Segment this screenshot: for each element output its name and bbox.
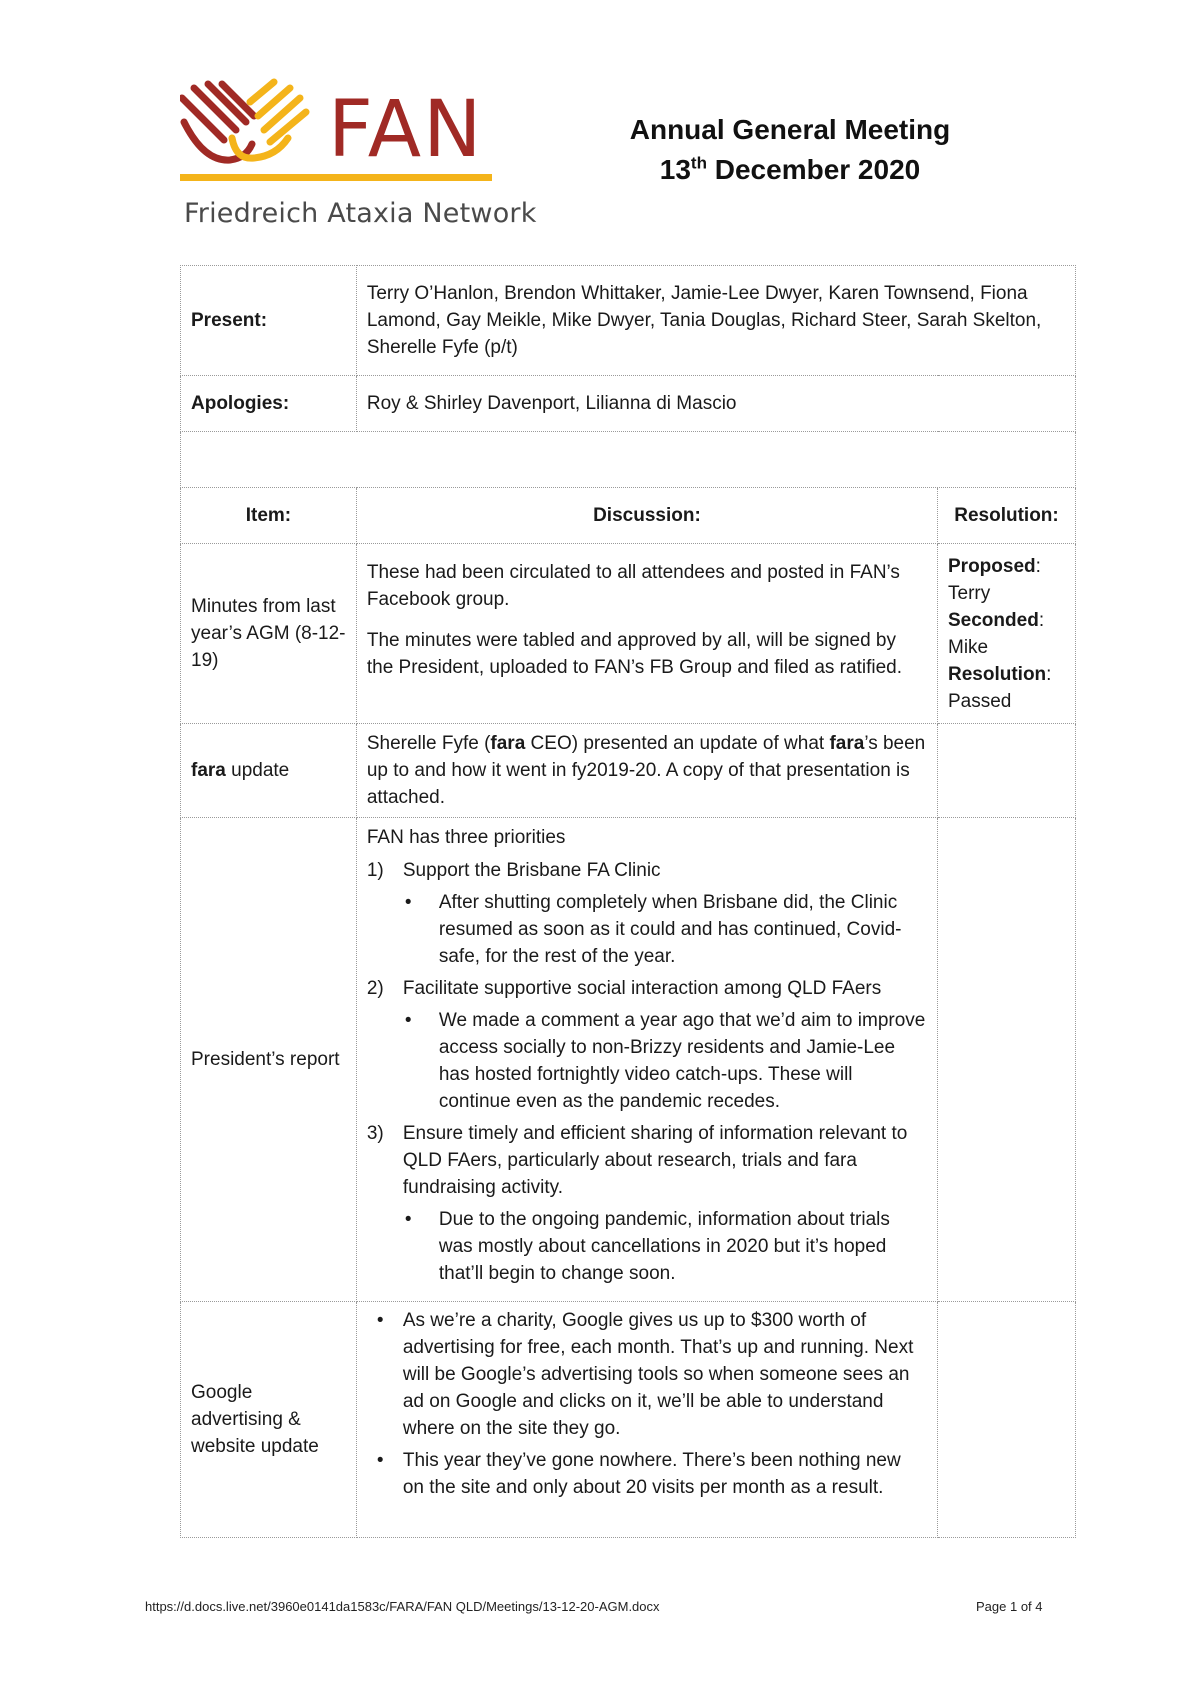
fara-row (181, 724, 1076, 818)
seconded-colon: : (1038, 610, 1045, 631)
fan-logo (180, 78, 537, 238)
footer-page-number: Page 1 of 4 (976, 1599, 1043, 1614)
minutes-p1: These had been circulated to all attendees and posted in FAN’s Facebook group. (366, 562, 900, 610)
proposed-label: Proposed (948, 556, 1036, 577)
spacer-cell (181, 432, 1076, 488)
minutes-table (180, 265, 1076, 1538)
resolution-colon: : (1046, 664, 1052, 685)
spacer-row (181, 432, 1076, 488)
header-row (181, 488, 1076, 544)
google-bullets (367, 1307, 927, 1501)
priority-bullet: • We made a comment a year ago that we’d aim to improve access socially to non-Brizzy residents and Jamie-Lee has hosted fortnightly video catch-ups. These will continue even as the pandemic recedes. (403, 1007, 927, 1115)
fara-text-3: CEO) presented an update of what (525, 733, 830, 754)
present-row (181, 266, 1076, 376)
google-resolution (938, 1302, 1076, 1538)
document-title (590, 110, 990, 190)
logo-tagline: Friedreich Ataxia Network (184, 198, 537, 229)
president-row (181, 818, 1076, 1302)
minutes-resolution (938, 544, 1076, 724)
president-intro: FAN has three priorities (366, 827, 566, 848)
priorities-list (367, 857, 927, 1287)
resolution-value: Passed (948, 691, 1012, 712)
footer-url: https://d.docs.live.net/3960e0141da1583c/FARA/FAN QLD/Meetings/13-12-20-AGM.docx (145, 1599, 660, 1614)
president-discussion (356, 818, 937, 1302)
fara-resolution (938, 724, 1076, 818)
minutes-item: Minutes from last year’s AGM (8-12-19) (181, 544, 357, 724)
priority-item (367, 1120, 927, 1287)
priority-bullets (403, 889, 927, 970)
google-row (181, 1302, 1076, 1538)
fara-text-2: fara (490, 733, 526, 754)
apologies-value: Roy & Shirley Davenport, Lilianna di Mascio (356, 376, 1075, 432)
resolution-line (948, 661, 1065, 688)
proposed-value: Terry (948, 583, 991, 604)
title-line-2 (590, 150, 990, 190)
google-bullet: • As we’re a charity, Google gives us up to $300 worth of advertising for free, each month. That’s up and running. Next will be Google’s advertising tools so when someone sees an ad on Google and clicks on it, we’ll be able to understand where on the site they go. (367, 1307, 927, 1442)
apologies-row (181, 376, 1076, 432)
header-item: Item: (181, 488, 357, 544)
fara-item (181, 724, 357, 818)
fara-text-4: fara (829, 733, 865, 754)
logo-wordmark: FAN (328, 85, 484, 175)
hands-logo-icon (180, 78, 530, 196)
minutes-row (181, 544, 1076, 724)
seconded-line (948, 607, 1065, 634)
priority-number: 1) (366, 860, 384, 881)
header-discussion: Discussion: (356, 488, 937, 544)
priority-bullet: • Due to the ongoing pandemic, information about trials was mostly about cancellations in 2020 but it’s hoped that’ll begin to change soon. (403, 1206, 927, 1287)
seconded-label: Seconded (948, 610, 1039, 631)
president-item: President’s report (181, 818, 357, 1302)
priority-number: 3) (366, 1123, 384, 1144)
logo-underline (180, 174, 492, 181)
google-bullet: • This year they’ve gone nowhere. There’s been nothing new on the site and only about 20 visits per month as a result. (367, 1447, 927, 1501)
seconded-value: Mike (948, 637, 989, 658)
priority-bullets (403, 1007, 927, 1115)
minutes-p2: The minutes were tabled and approved by all, will be signed by the President, uploaded to FAN’s FB Group and filed as ratified. (366, 630, 902, 678)
apologies-label: Apologies: (181, 376, 357, 432)
proposed-colon: : (1035, 556, 1041, 577)
fara-item-bold: fara (191, 760, 226, 781)
present-label: Present: (181, 266, 357, 376)
priority-text: Support the Brisbane FA Clinic (402, 860, 661, 881)
priority-bullet: • After shutting completely when Brisbane did, the Clinic resumed as soon as it could and has continued, Covid-safe, for the rest of the year. (403, 889, 927, 970)
priority-number: 2) (366, 978, 384, 999)
fara-text-5: ’s been up to and how it went in fy2019-20. A copy of that presentation is attached. (366, 733, 926, 808)
present-value: Terry O’Hanlon, Brendon Whittaker, Jamie-Lee Dwyer, Karen Townsend, Fiona Lamond, Gay Meikle, Mike Dwyer, Tania Douglas, Richard Steer, Sarah Skelton, Sherelle Fyfe (p/t) (356, 266, 1075, 376)
priority-item (367, 975, 927, 1115)
president-resolution (938, 818, 1076, 1302)
title-month-year: December 2020 (714, 154, 921, 185)
resolution-label: Resolution (948, 664, 1047, 685)
title-day: 13 (659, 154, 691, 185)
priority-text: Facilitate supportive social interaction among QLD FAers (402, 978, 882, 999)
proposed-line (948, 553, 1065, 580)
google-item: Google advertising & website update (181, 1302, 357, 1538)
priority-bullets (403, 1206, 927, 1287)
header-resolution: Resolution: (938, 488, 1076, 544)
priority-text: Ensure timely and efficient sharing of information relevant to QLD FAers, particularly about research, trials and fara fundraising activity. (402, 1123, 908, 1198)
title-day-suffix: th (690, 153, 707, 173)
fara-text-1: Sherelle Fyfe ( (366, 733, 491, 754)
fara-item-rest: update (225, 760, 290, 781)
fara-discussion (356, 724, 937, 818)
title-line-1: Annual General Meeting (629, 114, 951, 145)
minutes-discussion (356, 544, 937, 724)
google-discussion (356, 1302, 937, 1538)
priority-item (367, 857, 927, 970)
